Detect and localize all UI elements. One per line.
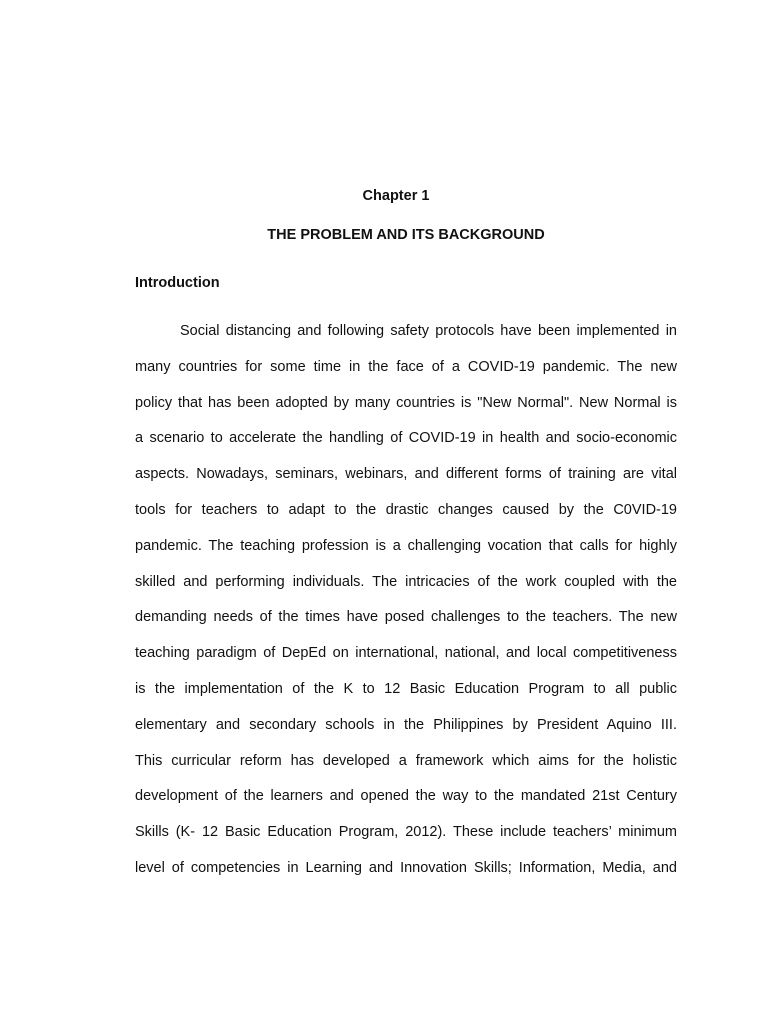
paragraph-line: a scenario to accelerate the handling of COVID-19 in health and socio-economic xyxy=(135,430,677,447)
paragraph-line: teaching paradigm of DepEd on international, national, and local competitiveness xyxy=(135,645,677,662)
paragraph-line: elementary and secondary schools in the Philippines by President Aquino III. xyxy=(135,716,677,733)
paragraph-line: demanding needs of the times have posed challenges to the teachers. The new xyxy=(135,609,677,626)
paragraph-line: Skills (K- 12 Basic Education Program, 2012). These include teachers’ minimum xyxy=(135,824,677,841)
section-heading: Introduction xyxy=(135,275,220,291)
paragraph-line: policy that has been adopted by many countries is "New Normal". New Normal is xyxy=(135,394,677,411)
paragraph-line: many countries for some time in the face of a COVID-19 pandemic. The new xyxy=(135,358,677,375)
paragraph-line: development of the learners and opened the way to the mandated 21st Century xyxy=(135,788,677,805)
paragraph-line: skilled and performing individuals. The intricacies of the work coupled with the xyxy=(135,573,677,590)
chapter-label: Chapter 1 xyxy=(362,188,430,204)
paragraph-line: level of competencies in Learning and Innovation Skills; Information, Media, and xyxy=(135,859,677,876)
paragraph-line: aspects. Nowadays, seminars, webinars, and different forms of training are vital xyxy=(135,466,677,483)
paragraph-line: tools for teachers to adapt to the drastic changes caused by the C0VID-19 xyxy=(135,501,677,518)
paragraph-line: This curricular reform has developed a framework which aims for the holistic xyxy=(135,752,677,769)
paragraph-line: pandemic. The teaching profession is a challenging vocation that calls for highly xyxy=(135,537,677,554)
paragraph-line: is the implementation of the K to 12 Basic Education Program to all public xyxy=(135,680,677,697)
chapter-title: THE PROBLEM AND ITS BACKGROUND xyxy=(267,227,545,243)
introduction-paragraph xyxy=(135,321,677,894)
paragraph-line: Social distancing and following safety protocols have been implemented in xyxy=(180,323,677,339)
